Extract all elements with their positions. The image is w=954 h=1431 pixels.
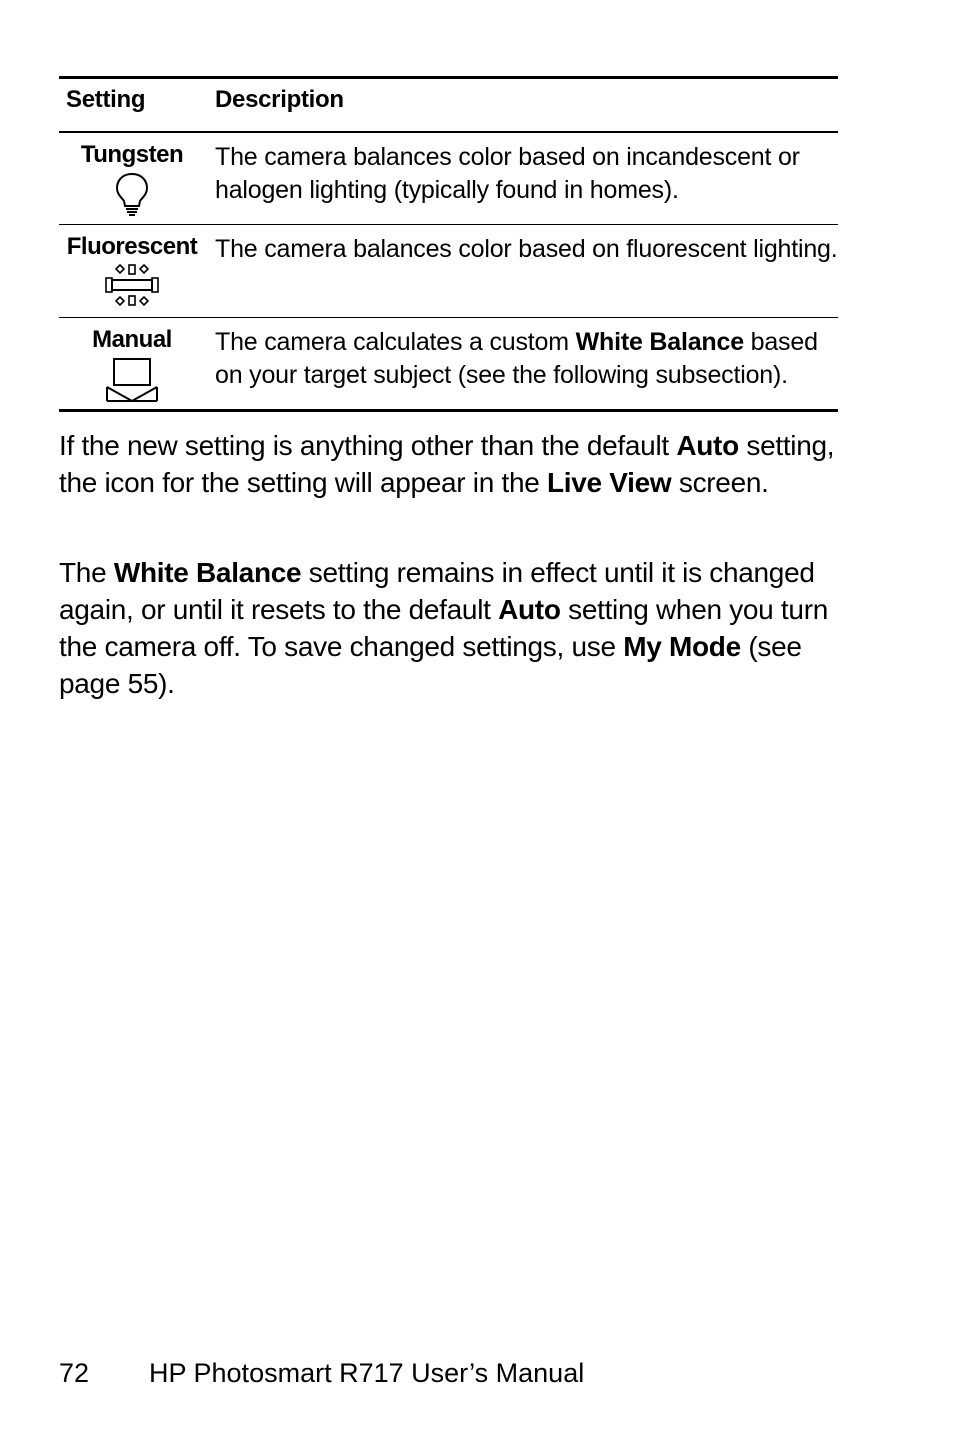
header-setting: Setting xyxy=(66,86,146,113)
description-fluorescent: The camera balances color based on fluorescent lighting. xyxy=(215,235,838,263)
table-header-row xyxy=(59,79,838,133)
text: The camera calculates a custom xyxy=(215,328,576,356)
setting-name-manual: Manual xyxy=(92,326,172,353)
table-row-tungsten xyxy=(59,133,838,225)
setting-cell xyxy=(59,318,205,409)
setting-name-tungsten: Tungsten xyxy=(80,141,184,168)
page-number: 72 xyxy=(59,1358,90,1388)
page-footer xyxy=(59,1356,584,1390)
white-balance-settings-table xyxy=(59,76,838,412)
bold-term: White Balance xyxy=(113,557,302,588)
bold-term: My Mode xyxy=(623,631,741,662)
setting-cell xyxy=(59,225,205,317)
manual-white-balance-icon xyxy=(105,357,159,403)
text: The xyxy=(59,557,114,588)
setting-name-fluorescent: Fluorescent xyxy=(66,233,198,260)
header-description: Description xyxy=(215,86,344,113)
paragraph-white-balance-persistence xyxy=(59,554,849,702)
bold-term: Live View xyxy=(546,467,672,498)
bold-term: Auto xyxy=(676,430,739,461)
table-row-manual xyxy=(59,318,838,409)
paragraph-live-view-icon xyxy=(59,427,849,501)
bold-term: Auto xyxy=(498,594,561,625)
fluorescent-tube-icon xyxy=(104,264,160,308)
setting-cell xyxy=(59,133,205,224)
table-row-fluorescent xyxy=(59,225,838,318)
text: If the new setting is anything other than the default xyxy=(59,430,677,461)
description-manual xyxy=(205,318,838,409)
text: screen. xyxy=(671,467,769,498)
description-tungsten: The camera balances color based on incandescent or halogen lighting (typically found in homes). xyxy=(215,143,800,204)
bold-term: White Balance xyxy=(575,328,744,356)
manual-title: HP Photosmart R717 User’s Manual xyxy=(149,1358,585,1388)
text: setting remains in effect until it is changed again, or until it resets to the default xyxy=(59,557,815,625)
text: (see page 55). xyxy=(59,631,802,699)
text: based on your target subject (see the following subsection). xyxy=(215,328,818,389)
text: setting, the icon for the setting will appear in the xyxy=(59,430,835,498)
lightbulb-icon xyxy=(115,172,149,218)
text: setting when you turn the camera off. To save changed settings, use xyxy=(59,594,828,662)
